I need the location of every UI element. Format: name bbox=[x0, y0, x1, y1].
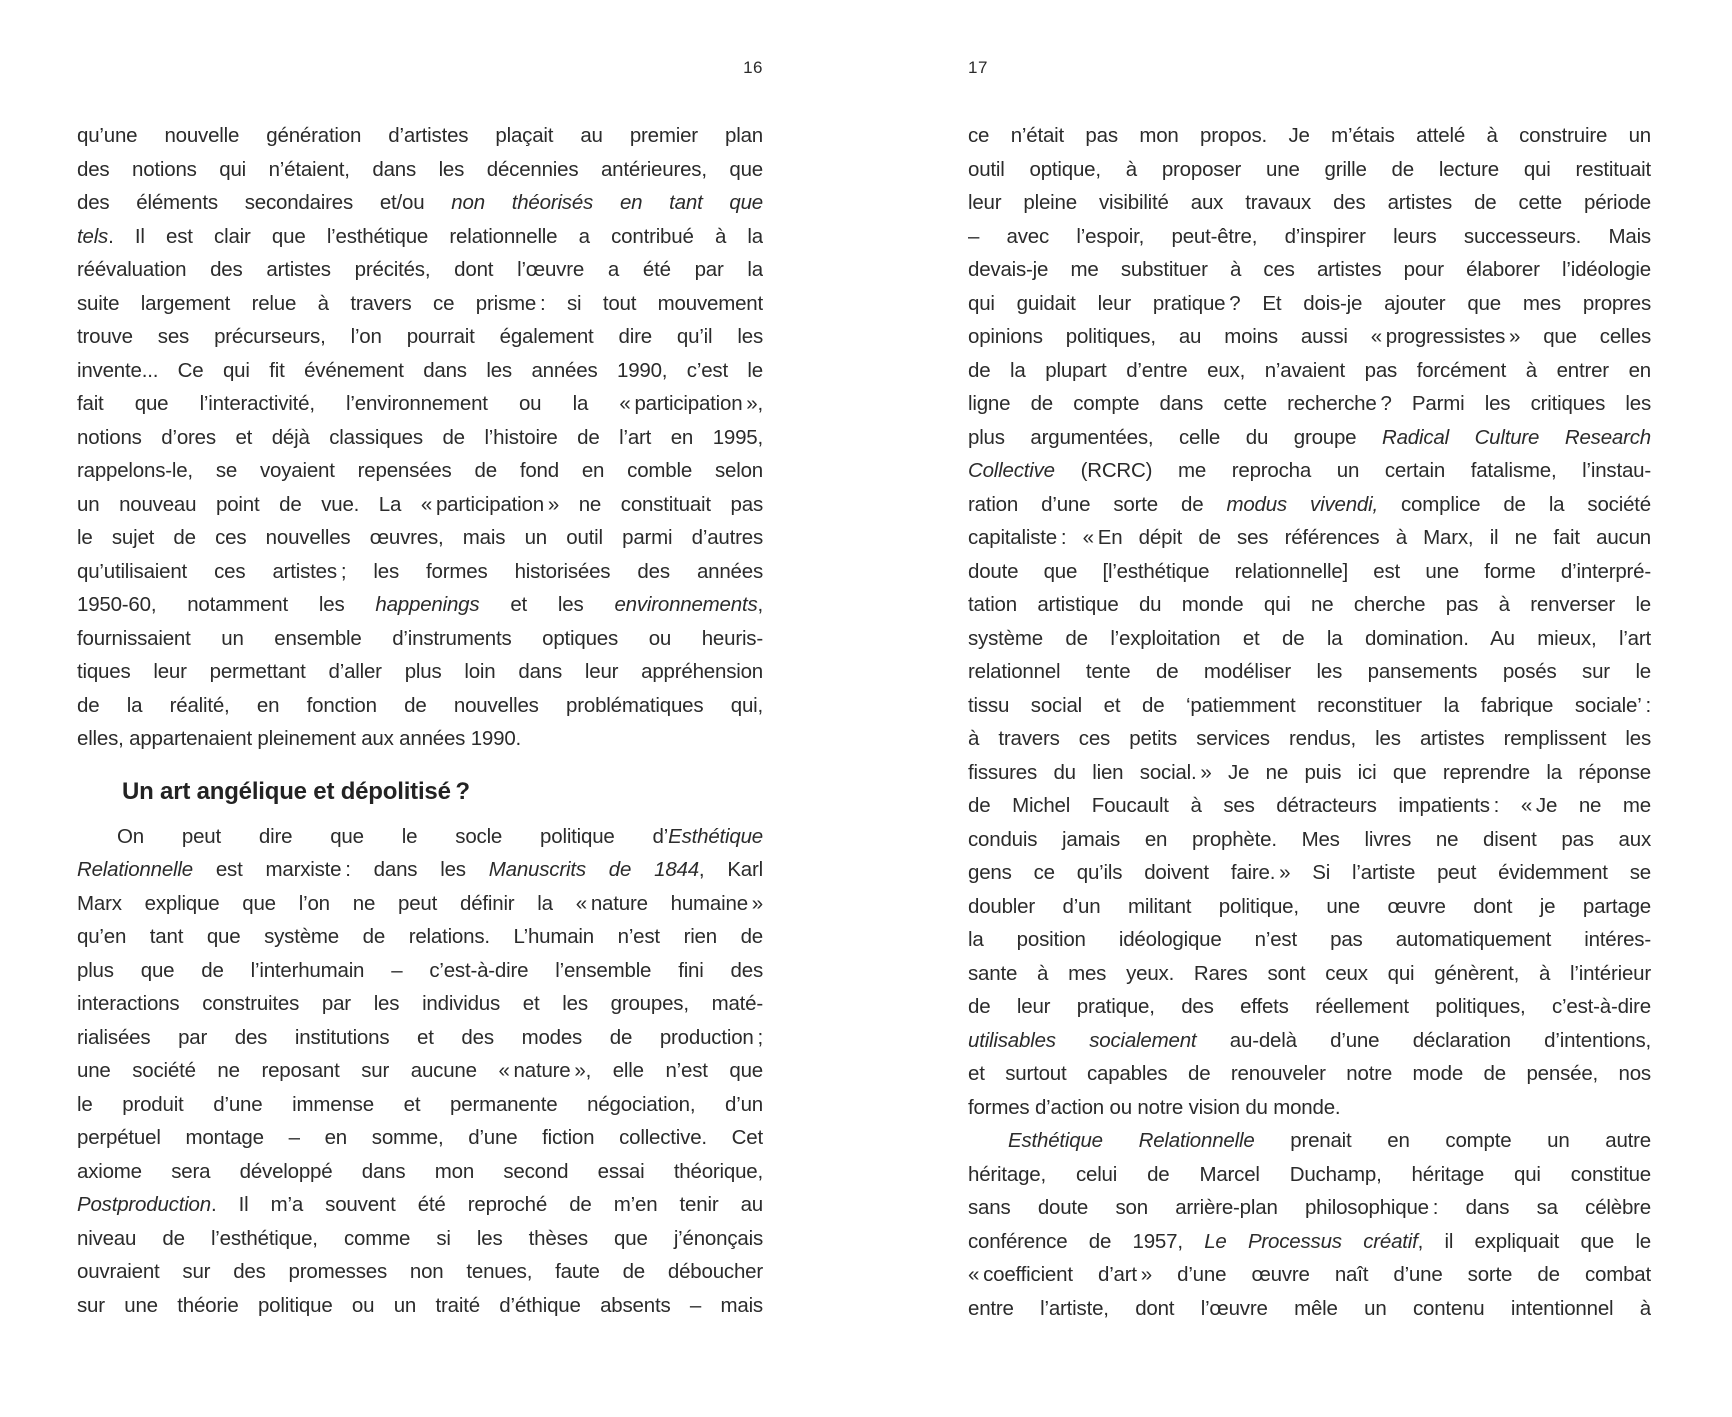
text-line: Relationnelle est marxiste : dans les Manuscrits de 1844, Karl bbox=[77, 858, 763, 881]
text-line: niveau de l’esthétique, comme si les thèses que j’énonçais bbox=[77, 1226, 763, 1250]
text-line: ration d’une sorte de modus vivendi, complice de la société bbox=[968, 492, 1651, 516]
text-line: opinions politiques, au moins aussi « progressistes » que celles bbox=[968, 325, 1651, 348]
italic-segment: Postproduction bbox=[77, 1193, 211, 1216]
text-line: et surtout capables de renouveler notre mode de pensée, nos bbox=[968, 1062, 1651, 1085]
text-line: tation artistique du monde qui ne cherche pas à renverser le bbox=[968, 593, 1651, 616]
text-line: notions d’ores et déjà classiques de l’histoire de l’art en 1995, bbox=[77, 425, 763, 449]
text-line: à travers ces petits services rendus, les artistes remplissent les bbox=[968, 727, 1651, 750]
text-line: On peut dire que le socle politique d’Esthétique bbox=[117, 824, 763, 848]
text-line: de la réalité, en fonction de nouvelles problématiques qui, bbox=[77, 693, 763, 717]
text-line: système de l’exploitation et de la domination. Au mieux, l’art bbox=[968, 626, 1651, 650]
italic-segment: Radical Culture Research bbox=[1382, 425, 1651, 449]
text-line: tissu social et de ‘patiemment reconstituer la fabrique sociale’ : bbox=[968, 693, 1651, 717]
text-line: interactions construites par les individus et les groupes, maté- bbox=[77, 992, 763, 1015]
text-line: ouvraient sur des promesses non tenues, faute de déboucher bbox=[77, 1260, 763, 1283]
italic-segment: Manuscrits de 1844 bbox=[488, 858, 699, 881]
text-line: perpétuel montage – en somme, d’une fiction collective. Cet bbox=[77, 1126, 763, 1149]
text-line: Marx explique que l’on ne peut définir la « nature humaine » bbox=[77, 891, 763, 915]
italic-segment: Esthétique bbox=[668, 824, 763, 848]
text-line: Collective (RCRC) me reprocha un certain fatalisme, l’instau- bbox=[968, 459, 1651, 482]
text-line: des notions qui n’étaient, dans les décennies antérieures, que bbox=[77, 157, 763, 181]
text-line: leur pleine visibilité aux travaux des artistes de cette période bbox=[968, 191, 1651, 214]
text-line: sans doute son arrière-plan philosophique : dans sa célèbre bbox=[968, 1196, 1651, 1219]
text-line: relationnel tente de modéliser les pansements posés sur le bbox=[968, 660, 1651, 683]
text-line: invente... Ce qui fit événement dans les années 1990, c’est le bbox=[77, 358, 763, 382]
text-line: tiques leur permettant d’aller plus loin dans leur appréhension bbox=[77, 660, 763, 683]
italic-segment: Le Processus créatif bbox=[1204, 1229, 1418, 1253]
italic-segment: Relationnelle bbox=[77, 858, 193, 881]
text-line: doute que [l’esthétique relationnelle] est une forme d’interpré- bbox=[968, 559, 1651, 583]
text-line: outil optique, à proposer une grille de lecture qui restituait bbox=[968, 157, 1651, 181]
paragraph bbox=[77, 820, 763, 1323]
text-line: conférence de 1957, Le Processus créatif, il expliquait que le bbox=[968, 1229, 1651, 1253]
text-line: formes d’action ou notre vision du monde. bbox=[968, 1095, 1341, 1119]
text-line: fournissaient un ensemble d’instruments optiques ou heuris- bbox=[77, 626, 763, 650]
text-line: elles, appartenaient pleinement aux années 1990. bbox=[77, 727, 522, 750]
text-column bbox=[77, 119, 763, 1322]
text-line: la position idéologique n’est pas automatiquement intéres- bbox=[968, 928, 1651, 951]
paragraph bbox=[77, 119, 763, 756]
text-line: « coefficient d’art » d’une œuvre naît d’une sorte de combat bbox=[968, 1263, 1651, 1286]
text-line: Postproduction. Il m’a souvent été reproché de m’en tenir au bbox=[77, 1193, 763, 1216]
text-line: fait que l’interactivité, l’environnement ou la « participation », bbox=[77, 392, 763, 415]
text-line: une société ne reposant sur aucune « nature », elle n’est que bbox=[77, 1059, 763, 1082]
text-line: capitaliste : « En dépit de ses références à Marx, il ne fait aucun bbox=[968, 526, 1651, 549]
text-line: trouve ses précurseurs, l’on pourrait également dire qu’il les bbox=[77, 325, 763, 348]
text-line: plus argumentées, celle du groupe Radical Culture Research bbox=[968, 425, 1651, 449]
text-line: qui guidait leur pratique ? Et dois-je ajouter que mes propres bbox=[968, 291, 1651, 315]
text-line: de Michel Foucault à ses détracteurs impatients : « Je ne me bbox=[968, 794, 1651, 817]
text-line: rialisées par des institutions et des modes de production ; bbox=[77, 1025, 763, 1049]
text-line: gens ce qu’ils doivent faire. » Si l’artiste peut évidemment se bbox=[968, 861, 1651, 884]
page-number: 16 bbox=[743, 58, 763, 77]
text-line: doubler d’un militant politique, une œuvre dont je partage bbox=[968, 894, 1651, 918]
text-line: sante à mes yeux. Rares sont ceux qui génèrent, à l’intérieur bbox=[968, 961, 1651, 985]
text-line: Esthétique Relationnelle prenait en compte un autre bbox=[1008, 1129, 1651, 1152]
text-line: tels. Il est clair que l’esthétique relationnelle a contribué à la bbox=[77, 224, 763, 248]
text-line: fissures du lien social. » Je ne puis ici que reprendre la réponse bbox=[968, 760, 1651, 784]
text-line: sur une théorie politique ou un traité d’éthique absents – mais bbox=[77, 1293, 763, 1317]
text-line: plus que de l’interhumain – c’est-à-dire l’ensemble fini des bbox=[77, 958, 763, 982]
text-line: entre l’artiste, dont l’œuvre mêle un contenu intentionnel à bbox=[968, 1296, 1651, 1320]
italic-segment: tels bbox=[77, 224, 109, 248]
text-line: de la plupart d’entre eux, n’avaient pas forcément à entrer en bbox=[968, 358, 1651, 382]
italic-segment: environnements bbox=[614, 593, 758, 616]
text-line: héritage, celui de Marcel Duchamp, héritage qui constitue bbox=[968, 1162, 1651, 1186]
text-line: utilisables socialement au-delà d’une déclaration d’intentions, bbox=[968, 1028, 1651, 1052]
text-line: conduis jamais en prophète. Mes livres ne disent pas aux bbox=[968, 827, 1651, 851]
italic-segment: non théorisés en tant que bbox=[451, 191, 763, 214]
text-line: qu’utilisaient ces artistes ; les formes historisées des années bbox=[77, 559, 763, 583]
italic-segment: happenings bbox=[375, 593, 480, 616]
text-column bbox=[968, 119, 1651, 1325]
text-line: – avec l’espoir, peut-être, d’inspirer leurs successeurs. Mais bbox=[968, 224, 1651, 248]
section-heading: Un art angélique et dépolitisé ? bbox=[122, 777, 470, 805]
text-line: axiome sera développé dans mon second essai théorique, bbox=[77, 1159, 763, 1183]
paragraph bbox=[968, 119, 1651, 1124]
text-line: un nouveau point de vue. La « participation » ne constituait pas bbox=[77, 492, 763, 516]
italic-segment: utilisables socialement bbox=[968, 1028, 1197, 1052]
text-line: qu’une nouvelle génération d’artistes plaçait au premier plan bbox=[77, 124, 763, 147]
italic-segment: Collective bbox=[968, 459, 1055, 482]
text-line: réévaluation des artistes précités, dont l’œuvre a été par la bbox=[77, 258, 763, 281]
text-line: le produit d’une immense et permanente négociation, d’un bbox=[77, 1092, 763, 1116]
italic-segment: Esthétique Relationnelle bbox=[1008, 1129, 1255, 1152]
text-line: ligne de compte dans cette recherche ? Parmi les critiques les bbox=[968, 392, 1651, 415]
text-line: qu’en tant que système de relations. L’humain n’est rien de bbox=[77, 925, 763, 948]
text-line: le sujet de ces nouvelles œuvres, mais un outil parmi d’autres bbox=[77, 526, 763, 549]
text-line: devais-je me substituer à ces artistes pour élaborer l’idéologie bbox=[968, 258, 1651, 281]
text-line: suite largement relue à travers ce prisme : si tout mouvement bbox=[77, 291, 763, 315]
text-line: de leur pratique, des effets réellement politiques, c’est-à-dire bbox=[968, 995, 1651, 1018]
text-line: des éléments secondaires et/ou non théorisés en tant que bbox=[77, 191, 763, 214]
text-line: 1950-60, notamment les happenings et les environnements, bbox=[77, 593, 763, 616]
text-line: rappelons-le, se voyaient repensées de fond en comble selon bbox=[77, 459, 763, 482]
page-number: 17 bbox=[968, 58, 988, 77]
text-line: ce n’était pas mon propos. Je m’étais attelé à construire un bbox=[968, 124, 1651, 147]
paragraph bbox=[968, 1124, 1651, 1325]
italic-segment: modus vivendi, bbox=[1226, 492, 1378, 516]
